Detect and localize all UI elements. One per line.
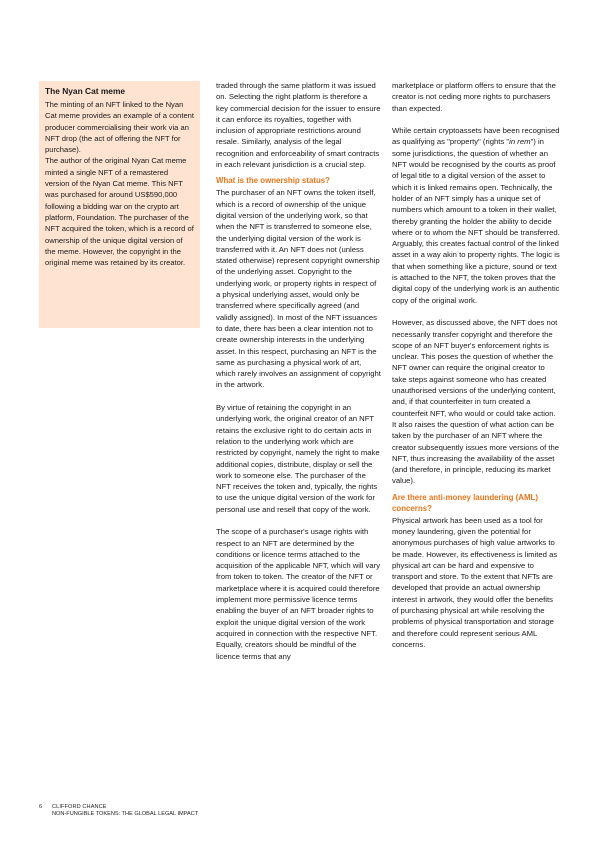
page-number: 6	[39, 804, 43, 810]
col2-intro-paragraph: traded through the same platform it was issued on. Selecting the right platform is therefore a key commercial decision for the issuer to ensure it can enforce its royalties, together with inclusion of appropriate restrictions around resale. Similarly, analysis of the legal recognition and enforceability of smart contracts in each relevant jurisdiction is a crucial step.	[216, 81, 381, 170]
col3-paragraph-3: Physical artwork has been used as a tool for money laundering, given the potential for anonymous purchases of high value artworks to be made. However, its effectiveness is limited as physical art can be hard and expensive to transport and store. To the extent that NFTs are developed that provide an actual ownership interest in artwork, they would offer the benefits of purchasing physical art while resolving the problems of physical transportation and storage and therefore could represent serious AML concerns.	[392, 515, 558, 649]
col3-p1-part-b: ") in some jurisdictions, the question of whether an NFT would be recognised by the courts as proof of legal title to a digital version of the asset to which it is linked remains open. Technically, the holder of an NFT simply has a unique set of numbers which amount to a token in their wallet, thereby granting the holder the ability to decide where or to whom the NFT should be transferred. Arguably, this creates factual control of the linked asset in a way akin to property rights. The logic is that when something like a picture, sound or text is attached to the NFT, the token proves that the digital copy of the underlying work is an authentic copy of the original work.	[392, 137, 560, 305]
sidebar-paragraph-1: The minting of an NFT linked to the Nyan Cat meme provides an example of a content producer commercialising their work via an NFT drop (the act of offering the NFT for purchase).	[45, 100, 195, 155]
nyan-cat-sidebar	[39, 81, 200, 328]
col3-paragraph-2: However, as discussed above, the NFT does not necessarily transfer copyright and therefore the scope of an NFT buyer's enforcement rights is unclear. This poses the question of whether the NFT owner can require the original creator to take steps against someone who has created unauthorised versions of the underlying content, and, if that counterfeiter in turn created a counterfeit NFT, who would or could take action. It also raises the question of what action can be taken by the purchaser of an NFT where the creator subsequently issues more versions of the NFT, thus increasing the availability of the asset (and therefore, in principle, reducing its market value).	[392, 318, 560, 486]
footer-brand: CLIFFORD CHANCE	[52, 804, 107, 810]
ownership-heading: What is the ownership status?	[216, 176, 330, 186]
column-middle	[216, 80, 381, 662]
column-right	[392, 80, 560, 650]
page-footer	[39, 804, 198, 819]
sidebar-paragraph-2: The author of the original Nyan Cat meme minted a single NFT of a remastered version of the Nyan Cat meme. This NFT was purchased for around US$590,000 following a bidding war on the crypto art platform, Foundation. The purchaser of the NFT acquired the token, which is a record of ownership of the unique digital version of the meme. However, the copyright in the original meme was retained by its creator.	[45, 156, 194, 268]
col2-paragraph-2: By virtue of retaining the copyright in an underlying work, the original creator of an NFT retains the exclusive right to do certain acts in relation to the underlying work which are restricted by copyright, namely the right to make additional copies, distribute, display or sell the work to someone else. The purchaser of the NFT receives the token and, typically, the rights to use the unique digital version of the work for personal use and resell that copy of the work.	[216, 403, 380, 514]
in-rem-emphasis: in rem	[509, 137, 531, 147]
aml-heading: Are there anti-money laundering (AML) concerns?	[392, 492, 538, 513]
footer-subtitle: NON-FUNGIBLE TOKENS: THE GLOBAL LEGAL IMPACT	[52, 811, 199, 818]
sidebar-title: The Nyan Cat meme	[45, 86, 126, 96]
col2-paragraph-1: The purchaser of an NFT owns the token itself, which is a record of ownership of the unique digital version of the underlying work, so that when the NFT is transferred to someone else, the underlying digital version of the work is transferred with it. An NFT does not (unless stated otherwise) represent copyright ownership of the underlying asset. Copyright to the underlying work, or property rights in respect of a physical underlying asset, would only be transferred where specifically agreed (and validly assigned). In most of the NFT issuances to date, there has been a clear intention not to create ownership interests in the underlying asset. In this respect, purchasing an NFT is the same as purchasing a physical work of art, which rarely involves an assignment of copyright in the artwork.	[216, 188, 381, 390]
col3-intro-paragraph: marketplace or platform offers to ensure that the creator is not ceding more rights to purchasers than expected.	[392, 81, 556, 113]
col3-paragraph-1	[392, 125, 560, 306]
col3-p1-part-a: While certain cryptoassets have been recognised as qualifying as "property" (rights "	[392, 126, 560, 147]
col2-paragraph-3: The scope of a purchaser's usage rights with respect to an NFT are determined by the conditions or licence terms attached to the acquisition of the applicable NFT, which will vary from token to token. The creator of the NFT or marketplace where it is acquired could therefore implement more permissive licence terms enabling the buyer of an NFT broader rights to exploit the unique digital version of the work acquired in connection with the respective NFT. Equally, creators should be mindful of the licence terms that any	[216, 527, 381, 661]
